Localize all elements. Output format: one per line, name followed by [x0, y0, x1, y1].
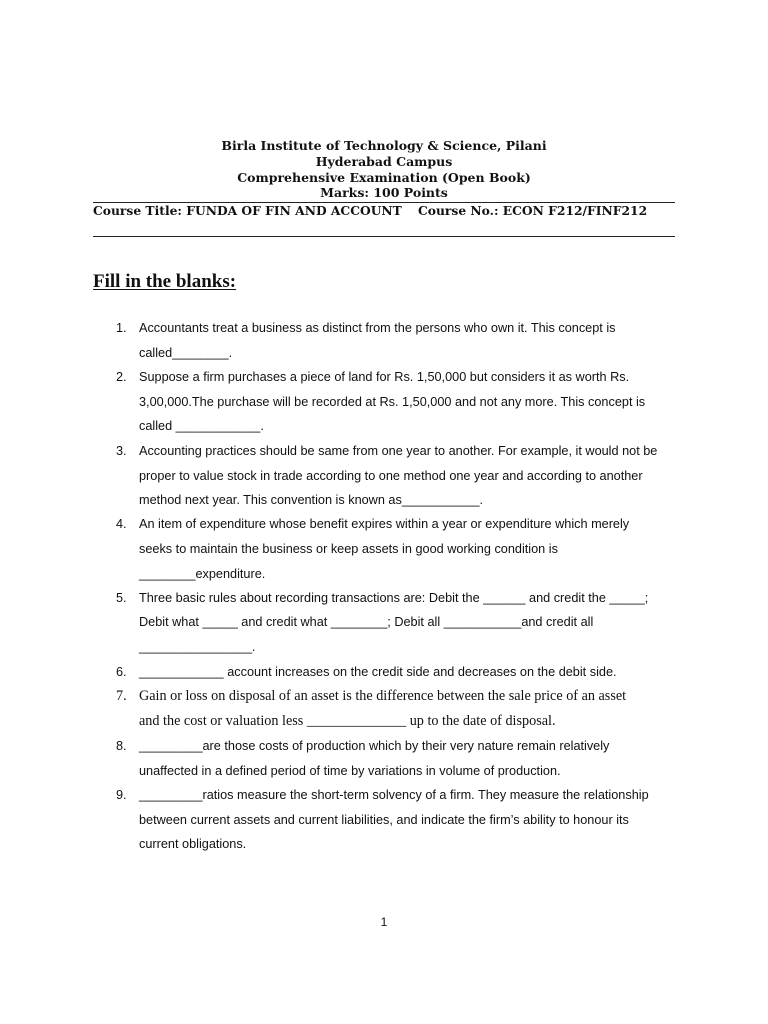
campus-name: Hyderabad Campus	[315, 153, 453, 169]
question-text-line: unaffected in a defined period of time by variations in volume of production.	[139, 764, 561, 778]
question-text-line: Debit what _____ and credit what ________; Debit all ___________and credit all	[139, 615, 594, 629]
question-text-line: between current assets and current liabilities, and indicate the firm’s ability to honour its	[139, 813, 629, 827]
question-text-line: ________________.	[139, 640, 256, 654]
question-text-line: ____________ account increases on the credit side and decreases on the debit side.	[139, 665, 617, 679]
question-text-line: Accountants treat a business as distinct from the persons who own it. This concept is	[139, 321, 616, 335]
question-text-line: _________ratios measure the short-term solvency of a firm. They measure the relationship	[139, 788, 649, 802]
question-text-line: 3,00,000.The purchase will be recorded at Rs. 1,50,000 and not any more. This concept is	[139, 395, 646, 409]
question-text-line: An item of expenditure whose benefit expires within a year or expenditure which merely	[139, 517, 630, 531]
question-text-line: Accounting practices should be same from one year to another. For example, it would not be	[139, 444, 658, 458]
course-title: Course Title: FUNDA OF FIN AND ACCOUNT	[93, 203, 402, 218]
question-text-line: method next year. This convention is known as___________.	[139, 493, 483, 507]
question-number: 6.	[116, 665, 127, 679]
question-text-line: proper to value stock in trade according to one method one year and according to another	[139, 469, 643, 483]
question-number: 1.	[116, 321, 127, 335]
question-text-line: seeks to maintain the business or keep assets in good working condition is	[139, 542, 558, 556]
question-text-line: ________expenditure.	[139, 567, 266, 581]
question-text-line: Three basic rules about recording transactions are: Debit the ______ and credit the _____;	[139, 591, 649, 605]
question-number: 7.	[116, 688, 127, 704]
question-number: 8.	[116, 739, 127, 753]
question-number: 3.	[116, 444, 127, 458]
course-number: Course No.: ECON F212/FINF212	[418, 203, 648, 218]
institute-name: Birla Institute of Technology & Science, Pilani	[221, 138, 547, 153]
question-text-line: and the cost or valuation less ______________ up to the date of disposal.	[139, 713, 556, 729]
question-number: 9.	[116, 788, 127, 802]
page-number: 1	[380, 915, 388, 929]
exam-marks: Marks: 100 Points	[320, 185, 448, 201]
question-text-line: called ____________.	[139, 419, 264, 433]
section-heading: Fill in the blanks:	[93, 271, 237, 292]
question-text-line: current obligations.	[139, 837, 247, 851]
question-text-line: called________.	[139, 346, 233, 360]
question-number: 4.	[116, 517, 127, 531]
question-text-line: Gain or loss on disposal of an asset is the difference between the sale price of an asset	[139, 688, 627, 704]
question-text-line: _________are those costs of production which by their very nature remain relatively	[139, 739, 610, 753]
question-number: 2.	[116, 370, 127, 384]
question-text-line: Suppose a firm purchases a piece of land for Rs. 1,50,000 but considers it as worth Rs.	[139, 370, 630, 384]
question-number: 5.	[116, 591, 127, 605]
exam-title: Comprehensive Examination (Open Book)	[237, 169, 531, 185]
